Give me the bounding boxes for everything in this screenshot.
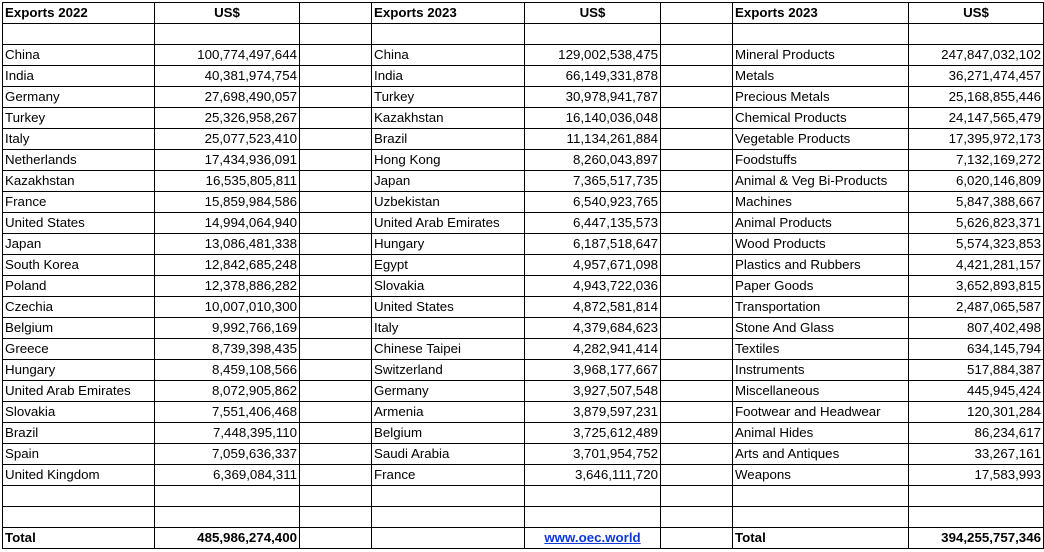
value-2023-cell[interactable]: 3,725,612,489 [525,423,661,444]
value-2022-cell[interactable]: 12,378,886,282 [155,276,300,297]
product-value-cell[interactable]: 33,267,161 [909,444,1044,465]
empty-cell[interactable] [300,213,372,234]
product-value-cell[interactable]: 25,168,855,446 [909,87,1044,108]
blank-row [3,486,1044,507]
product-2023-cell[interactable]: Metals [733,66,909,87]
value-2022-cell[interactable]: 8,072,905,862 [155,381,300,402]
product-value-cell[interactable]: 24,147,565,479 [909,108,1044,129]
total-value-2022[interactable]: 485,986,274,400 [155,528,300,549]
product-2023-cell[interactable]: Textiles [733,339,909,360]
value-2023-cell[interactable]: 3,646,111,720 [525,465,661,486]
blank-row [3,24,1044,45]
country-2023-cell[interactable]: Kazakhstan [372,108,525,129]
product-2023-cell[interactable]: Animal Products [733,213,909,234]
table-row [3,402,1044,423]
empty-cell[interactable] [300,66,372,87]
exports-spreadsheet [2,2,1044,549]
country-2023-cell[interactable]: Saudi Arabia [372,444,525,465]
product-2023-cell[interactable]: Vegetable Products [733,129,909,150]
table-row [3,87,1044,108]
value-2022-cell[interactable]: 16,535,805,811 [155,171,300,192]
empty-cell[interactable] [155,507,300,528]
country-2023-cell[interactable]: United States [372,297,525,318]
product-2023-cell[interactable]: Paper Goods [733,276,909,297]
product-value-cell[interactable]: 17,583,993 [909,465,1044,486]
table-row [3,66,1044,87]
empty-cell[interactable] [661,255,733,276]
value-2022-cell[interactable]: 100,774,497,644 [155,45,300,66]
country-2022-cell[interactable]: United Kingdom [3,465,155,486]
country-2022-cell[interactable]: France [3,192,155,213]
country-2023-cell[interactable]: Japan [372,171,525,192]
header-usd-2023-country[interactable]: US$ [525,3,661,24]
product-2023-cell[interactable]: Wood Products [733,234,909,255]
product-value-cell[interactable]: 5,626,823,371 [909,213,1044,234]
header-exports-2022[interactable]: Exports 2022 [3,3,155,24]
empty-cell[interactable] [661,465,733,486]
empty-cell[interactable] [300,24,372,45]
empty-cell[interactable] [300,45,372,66]
country-2022-cell[interactable]: Japan [3,234,155,255]
country-2022-cell[interactable]: Turkey [3,108,155,129]
product-value-cell[interactable]: 86,234,617 [909,423,1044,444]
empty-cell[interactable] [661,66,733,87]
value-2023-cell[interactable]: 3,701,954,752 [525,444,661,465]
header-usd-2023-product[interactable]: US$ [909,3,1044,24]
country-2022-cell[interactable]: United States [3,213,155,234]
value-2023-cell[interactable]: 30,978,941,787 [525,87,661,108]
product-2023-cell[interactable]: Arts and Antiques [733,444,909,465]
country-2023-cell[interactable]: Chinese Taipei [372,339,525,360]
country-2022-cell[interactable]: Italy [3,129,155,150]
empty-cell[interactable] [661,24,733,45]
table-row [3,465,1044,486]
empty-cell[interactable] [661,297,733,318]
empty-cell[interactable] [661,192,733,213]
empty-cell[interactable] [661,276,733,297]
country-2023-cell[interactable]: Egypt [372,255,525,276]
empty-cell[interactable] [909,486,1044,507]
empty-cell[interactable] [661,45,733,66]
product-2023-cell[interactable]: Animal & Veg Bi-Products [733,171,909,192]
empty-cell[interactable] [733,507,909,528]
empty-cell[interactable] [300,129,372,150]
empty-cell[interactable] [661,87,733,108]
product-value-cell[interactable]: 7,132,169,272 [909,150,1044,171]
value-2022-cell[interactable]: 12,842,685,248 [155,255,300,276]
empty-cell[interactable] [525,486,661,507]
value-2022-cell[interactable]: 7,551,406,468 [155,402,300,423]
product-value-cell[interactable]: 517,884,387 [909,360,1044,381]
product-value-cell[interactable]: 247,847,032,102 [909,45,1044,66]
empty-cell[interactable] [661,381,733,402]
product-value-cell[interactable]: 5,847,388,667 [909,192,1044,213]
empty-cell[interactable] [909,24,1044,45]
empty-cell[interactable] [525,507,661,528]
product-2023-cell[interactable]: Transportation [733,297,909,318]
country-2023-cell[interactable]: Uzbekistan [372,192,525,213]
empty-cell[interactable] [661,402,733,423]
country-2022-cell[interactable]: India [3,66,155,87]
product-value-cell[interactable]: 5,574,323,853 [909,234,1044,255]
product-2023-cell[interactable]: Chemical Products [733,108,909,129]
empty-cell[interactable] [661,444,733,465]
table-row [3,108,1044,129]
total-value-products[interactable]: 394,255,757,346 [909,528,1044,549]
empty-cell[interactable] [300,486,372,507]
country-2022-cell[interactable]: Brazil [3,423,155,444]
table-row [3,255,1044,276]
empty-cell[interactable] [3,507,155,528]
empty-cell[interactable] [300,339,372,360]
empty-cell[interactable] [300,87,372,108]
value-2022-cell[interactable]: 40,381,974,754 [155,66,300,87]
country-2022-cell[interactable]: China [3,45,155,66]
product-value-cell[interactable]: 36,271,474,457 [909,66,1044,87]
empty-cell[interactable] [733,24,909,45]
empty-cell[interactable] [300,423,372,444]
product-value-cell[interactable]: 120,301,284 [909,402,1044,423]
empty-cell[interactable] [661,150,733,171]
table-row [3,171,1044,192]
empty-cell[interactable] [909,507,1044,528]
table-row [3,297,1044,318]
empty-cell[interactable] [661,339,733,360]
value-2022-cell[interactable]: 6,369,084,311 [155,465,300,486]
country-2023-cell[interactable]: China [372,45,525,66]
value-2023-cell[interactable]: 11,134,261,884 [525,129,661,150]
header-usd-2022[interactable]: US$ [155,3,300,24]
table-row [3,45,1044,66]
value-2023-cell[interactable]: 16,140,036,048 [525,108,661,129]
empty-cell[interactable] [300,255,372,276]
value-2022-cell[interactable]: 8,459,108,566 [155,360,300,381]
product-value-cell[interactable]: 634,145,794 [909,339,1044,360]
product-value-cell[interactable]: 4,421,281,157 [909,255,1044,276]
table-row [3,339,1044,360]
empty-cell[interactable] [300,402,372,423]
header-exports-2023-product[interactable]: Exports 2023 [733,3,909,24]
value-2023-cell[interactable]: 4,957,671,098 [525,255,661,276]
empty-cell[interactable] [661,108,733,129]
empty-cell[interactable] [372,486,525,507]
value-2023-cell[interactable]: 4,379,684,623 [525,318,661,339]
product-value-cell[interactable]: 2,487,065,587 [909,297,1044,318]
empty-cell[interactable] [661,213,733,234]
product-value-cell[interactable]: 3,652,893,815 [909,276,1044,297]
country-2023-cell[interactable]: Germany [372,381,525,402]
empty-cell[interactable] [300,171,372,192]
table-row [3,276,1044,297]
product-2023-cell[interactable]: Weapons [733,465,909,486]
header-row [3,3,1044,24]
country-2022-cell[interactable]: Kazakhstan [3,171,155,192]
source-link-cell[interactable] [525,528,661,549]
total-row [3,528,1044,549]
empty-cell[interactable] [372,24,525,45]
product-value-cell[interactable]: 807,402,498 [909,318,1044,339]
value-2022-cell[interactable]: 7,059,636,337 [155,444,300,465]
country-2022-cell[interactable]: Spain [3,444,155,465]
country-2022-cell[interactable]: South Korea [3,255,155,276]
value-2023-cell[interactable]: 6,540,923,765 [525,192,661,213]
oec-source-link[interactable]: www.oec.world [544,530,641,545]
empty-cell[interactable] [3,24,155,45]
table-row [3,234,1044,255]
value-2022-cell[interactable]: 25,077,523,410 [155,129,300,150]
empty-cell[interactable] [661,360,733,381]
value-2023-cell[interactable]: 129,002,538,475 [525,45,661,66]
product-2023-cell[interactable]: Mineral Products [733,45,909,66]
empty-cell[interactable] [300,381,372,402]
empty-cell[interactable] [300,192,372,213]
empty-cell[interactable] [300,507,372,528]
value-2022-cell[interactable]: 13,086,481,338 [155,234,300,255]
country-2022-cell[interactable]: Czechia [3,297,155,318]
product-value-cell[interactable]: 17,395,972,173 [909,129,1044,150]
value-2022-cell[interactable]: 7,448,395,110 [155,423,300,444]
value-2023-cell[interactable]: 3,927,507,548 [525,381,661,402]
country-2022-cell[interactable]: Belgium [3,318,155,339]
empty-cell[interactable] [300,297,372,318]
country-2023-cell[interactable]: Italy [372,318,525,339]
country-2023-cell[interactable]: Belgium [372,423,525,444]
empty-cell[interactable] [733,486,909,507]
product-2023-cell[interactable]: Stone And Glass [733,318,909,339]
empty-cell[interactable] [300,360,372,381]
country-2023-cell[interactable]: Slovakia [372,276,525,297]
value-2023-cell[interactable]: 7,365,517,735 [525,171,661,192]
empty-cell[interactable] [300,234,372,255]
product-2023-cell[interactable]: Machines [733,192,909,213]
table-row [3,150,1044,171]
product-2023-cell[interactable]: Footwear and Headwear [733,402,909,423]
country-2023-cell[interactable]: Turkey [372,87,525,108]
country-2023-cell[interactable]: Switzerland [372,360,525,381]
value-2023-cell[interactable]: 3,968,177,667 [525,360,661,381]
empty-cell[interactable] [661,318,733,339]
empty-cell[interactable] [661,423,733,444]
value-2022-cell[interactable]: 17,434,936,091 [155,150,300,171]
empty-cell[interactable] [300,444,372,465]
country-2023-cell[interactable]: India [372,66,525,87]
product-value-cell[interactable]: 445,945,424 [909,381,1044,402]
country-2023-cell[interactable]: Hong Kong [372,150,525,171]
value-2023-cell[interactable]: 8,260,043,897 [525,150,661,171]
table-row [3,423,1044,444]
value-2023-cell[interactable]: 6,187,518,647 [525,234,661,255]
value-2023-cell[interactable]: 4,872,581,814 [525,297,661,318]
country-2023-cell[interactable]: Hungary [372,234,525,255]
empty-cell[interactable] [372,507,525,528]
product-2023-cell[interactable]: Instruments [733,360,909,381]
total-label-products[interactable]: Total [733,528,909,549]
value-2022-cell[interactable]: 14,994,064,940 [155,213,300,234]
country-2022-cell[interactable]: Germany [3,87,155,108]
value-2023-cell[interactable]: 6,447,135,573 [525,213,661,234]
empty-cell[interactable] [372,528,525,549]
product-2023-cell[interactable]: Foodstuffs [733,150,909,171]
empty-cell[interactable] [300,108,372,129]
value-2023-cell[interactable]: 66,149,331,878 [525,66,661,87]
total-label-2022[interactable]: Total [3,528,155,549]
table-row [3,381,1044,402]
empty-cell[interactable] [300,528,372,549]
table-row [3,213,1044,234]
blank-row [3,507,1044,528]
product-2023-cell[interactable]: Plastics and Rubbers [733,255,909,276]
empty-cell[interactable] [155,24,300,45]
country-2022-cell[interactable]: Poland [3,276,155,297]
empty-cell[interactable] [661,3,733,24]
header-exports-2023-country[interactable]: Exports 2023 [372,3,525,24]
product-2023-cell[interactable]: Animal Hides [733,423,909,444]
empty-cell[interactable] [300,465,372,486]
empty-cell[interactable] [661,486,733,507]
table-row [3,360,1044,381]
table-row [3,318,1044,339]
table-row [3,129,1044,150]
country-2023-cell[interactable]: France [372,465,525,486]
value-2022-cell[interactable]: 9,992,766,169 [155,318,300,339]
table-row [3,444,1044,465]
country-2022-cell[interactable]: Netherlands [3,150,155,171]
empty-cell[interactable] [155,486,300,507]
value-2022-cell[interactable]: 10,007,010,300 [155,297,300,318]
value-2023-cell[interactable]: 4,282,941,414 [525,339,661,360]
empty-cell[interactable] [3,486,155,507]
table-row [3,192,1044,213]
country-2023-cell[interactable]: United Arab Emirates [372,213,525,234]
empty-cell[interactable] [661,234,733,255]
value-2023-cell[interactable]: 3,879,597,231 [525,402,661,423]
product-2023-cell[interactable]: Precious Metals [733,87,909,108]
empty-cell[interactable] [300,276,372,297]
value-2022-cell[interactable]: 27,698,490,057 [155,87,300,108]
empty-cell[interactable] [300,3,372,24]
country-2022-cell[interactable]: United Arab Emirates [3,381,155,402]
empty-cell[interactable] [661,171,733,192]
country-2023-cell[interactable]: Armenia [372,402,525,423]
empty-cell[interactable] [661,528,733,549]
empty-cell[interactable] [300,150,372,171]
country-2022-cell[interactable]: Slovakia [3,402,155,423]
empty-cell[interactable] [300,318,372,339]
empty-cell[interactable] [661,507,733,528]
country-2023-cell[interactable]: Brazil [372,129,525,150]
value-2022-cell[interactable]: 15,859,984,586 [155,192,300,213]
value-2022-cell[interactable]: 25,326,958,267 [155,108,300,129]
value-2022-cell[interactable]: 8,739,398,435 [155,339,300,360]
empty-cell[interactable] [661,129,733,150]
product-value-cell[interactable]: 6,020,146,809 [909,171,1044,192]
value-2023-cell[interactable]: 4,943,722,036 [525,276,661,297]
country-2022-cell[interactable]: Hungary [3,360,155,381]
empty-cell[interactable] [525,24,661,45]
product-2023-cell[interactable]: Miscellaneous [733,381,909,402]
country-2022-cell[interactable]: Greece [3,339,155,360]
